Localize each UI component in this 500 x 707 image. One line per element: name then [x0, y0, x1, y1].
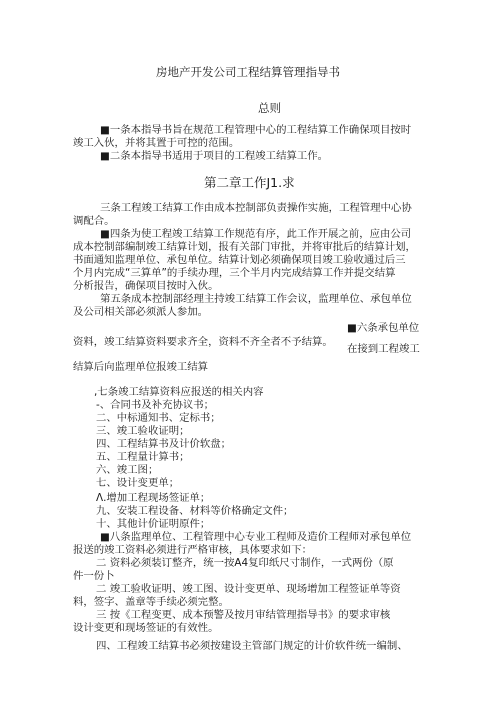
list-item: 九、安装工程设备、材料等价格确定文件； [96, 505, 294, 517]
requirement-2-line-2: 料，签字、盖章等手续必须完整。 [73, 596, 229, 608]
requirement-3-line-1: 三 按《工程变更、成本预警及按月审结管理指导书》的要求审核 [96, 609, 391, 621]
article-4-line-1: ■四条为使工程竣工结算工作规范有序，此工作开展之前，应由公司 [100, 228, 412, 240]
article-5-line-2: 及公司相关部必须派人参加。 [73, 306, 209, 318]
article-4-line-3: 书面通知监理单位、承包单位。结算计划必须确保项目竣工验收通过后三 [73, 254, 406, 266]
article-3-line-1: 三条工程竣工结算工作由成本控制部负责操作实施，工程管理中心协 [100, 202, 412, 214]
chapter-1-heading: 总则 [258, 101, 281, 115]
list-item: 七、设计变更单； [96, 477, 180, 489]
article-5-line-1: 第五条成本控制部经理主持竣工结算工作会议，监理单位、承包单位 [100, 293, 412, 305]
list-item: 六、竣工图； [96, 464, 159, 476]
article-2: ■二条本指导书适用于项目的工程竣工结算工作。 [100, 150, 329, 162]
article-6-line-3: 结算后向监理单位报竣工结算 [73, 361, 209, 373]
requirement-1-line-1: 二 资料必须装订整齐，统一按A4复印纸尺寸制作，一式两份（原 [96, 557, 394, 569]
article-6-left: 资料，竣工结算资料要求齐全，资料不齐全者不予结算。 [73, 336, 333, 348]
article-6-right-1: ■六条承包单位 [347, 322, 420, 334]
article-8-line-1: ■八条监理单位、工程管理中心专业工程师及造价工程师对承包单位 [100, 531, 412, 543]
article-4-line-5: 分析报告，确保项目按时入伙。 [73, 280, 219, 292]
article-4-line-2: 成本控制部编制竣工结算计划，报有关部门审批，并将审批后的结算计划， [73, 241, 416, 253]
list-item: 五、工程量计算书； [96, 451, 190, 463]
list-item: 四、工程结算书及计价软盘； [96, 438, 232, 450]
list-item: 二、中标通知书、定标书； [96, 412, 221, 424]
article-6-right-2: 在接到工程竣工 [347, 343, 420, 355]
article-3-line-2: 调配合。 [73, 215, 115, 227]
article-4-line-4: 个月内完成“三算单”的手续办理，三个半月内完成结算工作并提交结算 [73, 267, 396, 279]
list-item: Λ.增加工程现场签证单； [96, 492, 211, 504]
document-title: 房地产开发公司工程结算管理指导书 [156, 65, 340, 79]
list-item: 三、竣工验收证明； [96, 425, 190, 437]
requirement-4-line-1: 四、工程竣工结算书必须按建设主管部门规定的计价软件统一编制、 [96, 640, 408, 652]
list-item: 十、其他计价证明原件； [96, 518, 211, 530]
article-8-line-2: 报送的竣工资料必须进行严格审核，具体要求如下： [73, 544, 312, 556]
requirement-3-line-2: 设计变更和现场签证的有效性。 [73, 622, 219, 634]
list-item: -、合同书及补充协议书； [96, 399, 215, 411]
article-7-heading: ,七条竣工结算资料应报送的相关内容 [94, 386, 264, 398]
chapter-2-heading: 第二章工作J1.求 [204, 175, 295, 190]
requirement-1-line-2: 件一份卜 [73, 570, 115, 582]
requirement-2-line-1: 二 竣工验收证明、竣工图、设计变更单、现场增加工程签证单等资 [96, 583, 401, 595]
article-1-line-1: ■一条本指导书旨在规范工程管理中心的工程结算工作确保项目按时 [100, 124, 412, 136]
article-1-line-2: 竣工入伙，并将其置于可控的范围。 [73, 137, 240, 149]
